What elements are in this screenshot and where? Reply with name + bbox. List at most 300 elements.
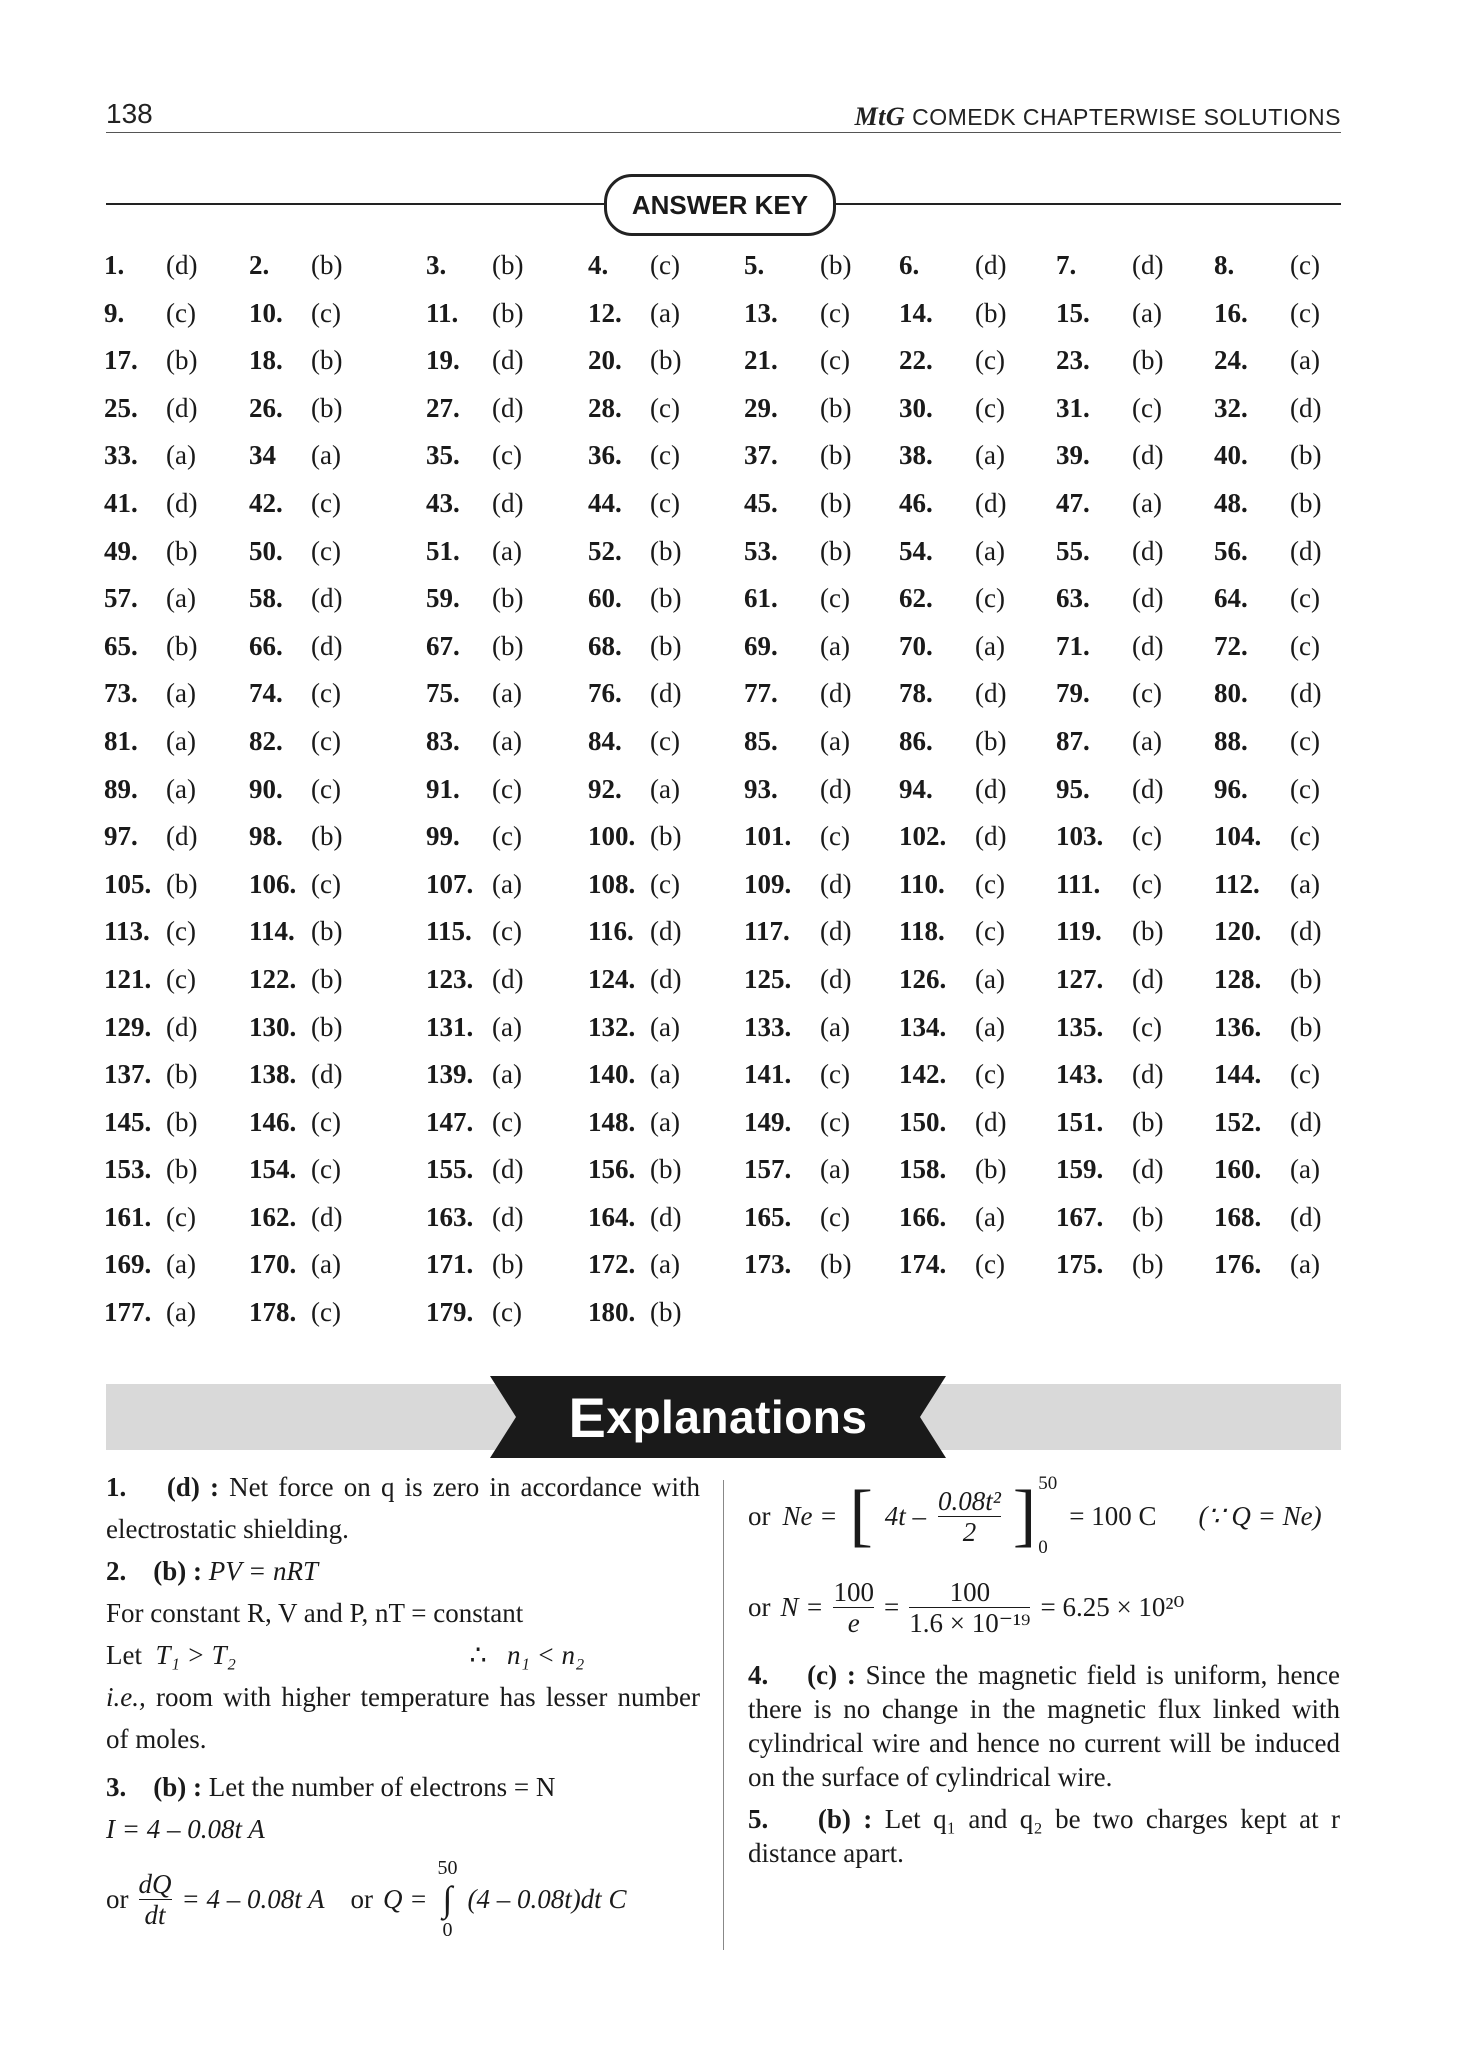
answer-option: (c) bbox=[820, 1059, 850, 1090]
answer-number: 73. bbox=[104, 678, 138, 709]
answer-number: 28. bbox=[588, 392, 622, 423]
answer-option: (b) bbox=[650, 630, 682, 661]
answer-cell bbox=[104, 1011, 198, 1043]
answer-option: (c) bbox=[311, 297, 341, 328]
answer-cell bbox=[249, 487, 341, 519]
answer-option: (b) bbox=[820, 1249, 852, 1280]
answer-row bbox=[104, 488, 1344, 536]
answer-option: (d) bbox=[1132, 440, 1164, 471]
answer-number: 16. bbox=[1214, 297, 1248, 328]
derivative-rhs: = 4 – 0.08t A bbox=[181, 1884, 325, 1914]
answer-cell bbox=[426, 963, 524, 995]
answer-number: 11. bbox=[426, 297, 459, 328]
answer-option: (d) bbox=[820, 963, 852, 994]
answer-cell bbox=[1056, 1106, 1164, 1138]
answer-option: (c) bbox=[820, 821, 850, 852]
answer-number: 48. bbox=[1214, 487, 1248, 518]
ne-symbol: Ne = bbox=[782, 1501, 838, 1531]
answer-option: (b) bbox=[650, 821, 682, 852]
answer-number: 56. bbox=[1214, 535, 1248, 566]
answer-option: (a) bbox=[166, 773, 196, 804]
answer-cell bbox=[1056, 821, 1162, 852]
answer-option: (c) bbox=[311, 487, 341, 518]
answer-number: 40. bbox=[1214, 440, 1248, 471]
answer-number: 165. bbox=[744, 1201, 792, 1232]
answer-number: 66. bbox=[249, 630, 283, 661]
answer-number: 61. bbox=[744, 583, 778, 614]
answer-number: 85. bbox=[744, 725, 778, 756]
answer-number: 171. bbox=[426, 1249, 474, 1280]
answer-cell bbox=[744, 535, 852, 567]
question-number: 1. bbox=[106, 1472, 127, 1502]
answer-cell bbox=[588, 440, 680, 471]
answer-cell bbox=[249, 630, 343, 662]
answer-option: (d) bbox=[650, 916, 682, 947]
answer-number: 89. bbox=[104, 773, 138, 804]
explanations-title-initial: E bbox=[568, 1385, 607, 1449]
answer-cell bbox=[744, 1059, 850, 1090]
answer-cell bbox=[426, 250, 524, 281]
answer-option: (b) bbox=[975, 297, 1007, 328]
answer-cell bbox=[104, 725, 196, 757]
answer-number: 30. bbox=[899, 392, 933, 423]
lower-limit: 0 bbox=[1038, 1537, 1048, 1558]
answer-option: (b) bbox=[820, 535, 852, 566]
answer-cell bbox=[899, 487, 1007, 519]
answer-option: (a) bbox=[166, 1297, 196, 1328]
answer-cell bbox=[1056, 868, 1162, 900]
answer-cell bbox=[104, 487, 198, 519]
answer-cell bbox=[899, 535, 1005, 567]
answer-number: 134. bbox=[899, 1011, 947, 1042]
answer-number: 120. bbox=[1214, 916, 1262, 947]
answer-option: (b) bbox=[650, 535, 682, 566]
answer-cell bbox=[899, 345, 1005, 376]
answer-option: (c) bbox=[311, 868, 341, 899]
answer-option: (c) bbox=[1290, 821, 1320, 852]
answer-option: (a) bbox=[166, 440, 196, 471]
explanation-text: Net force on q is zero in accordance with electrostatic shielding. bbox=[106, 1472, 701, 1544]
answer-option: (a) bbox=[820, 630, 850, 661]
answer-cell bbox=[104, 916, 196, 947]
right-bracket: ] bbox=[1012, 1477, 1037, 1554]
answer-number: 82. bbox=[249, 725, 283, 756]
answer-option: (a) bbox=[650, 1059, 680, 1090]
answer-number: 29. bbox=[744, 392, 778, 423]
answer-number: 86. bbox=[899, 725, 933, 756]
answer-option: (d) bbox=[820, 773, 852, 804]
answer-number: 84. bbox=[588, 725, 622, 756]
answer-number: 58. bbox=[249, 583, 283, 614]
answer-number: 173. bbox=[744, 1249, 792, 1280]
answer-number: 70. bbox=[899, 630, 933, 661]
answer-cell bbox=[1214, 1059, 1320, 1090]
answer-number: 67. bbox=[426, 630, 460, 661]
answer-number: 100. bbox=[588, 821, 636, 852]
answer-number: 10. bbox=[249, 297, 283, 328]
answer-option: (b) bbox=[166, 1106, 198, 1137]
equals: = bbox=[883, 1592, 900, 1622]
answer-number: 101. bbox=[744, 821, 792, 852]
answer-option: (c) bbox=[650, 725, 680, 756]
answer-row bbox=[104, 1107, 1344, 1155]
denominator: 2 bbox=[962, 1516, 977, 1547]
answer-cell bbox=[1214, 1249, 1320, 1280]
answer-option: (a) bbox=[1290, 345, 1320, 376]
answer-number: 14. bbox=[899, 297, 933, 328]
answer-cell bbox=[104, 297, 196, 329]
answer-cell bbox=[1056, 963, 1164, 995]
answer-number: 169. bbox=[104, 1249, 152, 1280]
answer-number: 153. bbox=[104, 1154, 152, 1185]
answer-option: (b) bbox=[820, 440, 852, 471]
answer-cell bbox=[104, 630, 198, 662]
answer-cell bbox=[104, 1249, 196, 1280]
answer-option: (c) bbox=[975, 916, 1005, 947]
answer-option: (d) bbox=[492, 345, 524, 376]
answer-number: 50. bbox=[249, 535, 283, 566]
answer-cell bbox=[744, 678, 852, 709]
answer-option: (c) bbox=[1290, 583, 1320, 614]
answer-option: (d) bbox=[166, 392, 198, 423]
answer-key-rule-left bbox=[106, 203, 606, 205]
answer-option: (d) bbox=[166, 821, 198, 852]
answer-option: (a) bbox=[492, 535, 522, 566]
answer-option: (d) bbox=[1290, 678, 1322, 709]
answer-number: 112. bbox=[1214, 868, 1260, 899]
answer-option: (d) bbox=[820, 678, 852, 709]
answer-option: (d) bbox=[1290, 392, 1322, 423]
answer-option: (d) bbox=[820, 916, 852, 947]
answer-cell bbox=[1056, 250, 1164, 281]
answer-label: (b) : bbox=[153, 1772, 202, 1802]
answer-number: 163. bbox=[426, 1201, 474, 1232]
answer-option: (a) bbox=[166, 583, 196, 614]
answer-number: 127. bbox=[1056, 963, 1104, 994]
answer-number: 95. bbox=[1056, 773, 1090, 804]
answer-option: (d) bbox=[1290, 1106, 1322, 1137]
answer-number: 147. bbox=[426, 1106, 474, 1137]
answer-number: 138. bbox=[249, 1059, 297, 1090]
answer-number: 91. bbox=[426, 773, 460, 804]
answer-number: 164. bbox=[588, 1201, 636, 1232]
denominator: 1.6 × 10⁻¹⁹ bbox=[909, 1607, 1031, 1638]
answer-option: (c) bbox=[1290, 1059, 1320, 1090]
answer-number: 83. bbox=[426, 725, 460, 756]
answer-number: 119. bbox=[1056, 916, 1102, 947]
integrand: (4 – 0.08t)dt C bbox=[467, 1884, 627, 1914]
answer-number: 8. bbox=[1214, 250, 1235, 280]
answer-number: 31. bbox=[1056, 392, 1090, 423]
answer-number: 79. bbox=[1056, 678, 1090, 709]
answer-cell bbox=[899, 773, 1007, 805]
answer-label: (b) : bbox=[817, 1804, 873, 1834]
n-symbol: N = bbox=[780, 1592, 824, 1622]
answer-number: 25. bbox=[104, 392, 138, 423]
answer-option: (d) bbox=[166, 487, 198, 518]
answer-option: (a) bbox=[820, 1154, 850, 1185]
answer-option: (d) bbox=[1132, 963, 1164, 994]
answer-option: (b) bbox=[650, 1297, 682, 1328]
answer-cell bbox=[744, 916, 852, 947]
answer-number: 175. bbox=[1056, 1249, 1104, 1280]
answer-number: 7. bbox=[1056, 250, 1077, 280]
answer-cell bbox=[249, 250, 343, 281]
therefore-symbol: ∴ bbox=[469, 1640, 487, 1670]
answer-cell bbox=[1214, 868, 1320, 900]
answer-cell bbox=[249, 963, 343, 995]
answer-cell bbox=[104, 678, 196, 709]
answer-cell bbox=[1214, 440, 1322, 471]
answer-key-rule-right bbox=[830, 203, 1341, 205]
denominator: e bbox=[847, 1607, 860, 1638]
answer-option: (b) bbox=[492, 583, 524, 614]
answer-number: 141. bbox=[744, 1059, 792, 1090]
answer-cell bbox=[1056, 297, 1162, 329]
answer-option: (b) bbox=[166, 1059, 198, 1090]
answer-option: (d) bbox=[166, 1011, 198, 1042]
answer-option: (b) bbox=[311, 345, 343, 376]
answer-option: (d) bbox=[650, 678, 682, 709]
answer-number: 77. bbox=[744, 678, 778, 709]
answer-number: 99. bbox=[426, 821, 460, 852]
answer-option: (a) bbox=[1132, 297, 1162, 328]
answer-number: 26. bbox=[249, 392, 283, 423]
answer-number: 97. bbox=[104, 821, 138, 852]
ie: i.e., bbox=[106, 1682, 146, 1712]
answer-cell bbox=[588, 773, 680, 805]
answer-option: (d) bbox=[1290, 1201, 1322, 1232]
answer-cell bbox=[744, 1249, 852, 1280]
answer-number: 135. bbox=[1056, 1011, 1104, 1042]
answer-option: (b) bbox=[492, 297, 524, 328]
answer-cell bbox=[1056, 487, 1162, 519]
answer-option: (d) bbox=[1132, 535, 1164, 566]
answer-number: 142. bbox=[899, 1059, 947, 1090]
conclusion-text: room with higher temperature has lesser number of moles. bbox=[106, 1682, 700, 1754]
answer-cell bbox=[588, 535, 682, 567]
answer-option: (c) bbox=[492, 916, 522, 947]
answer-option: (a) bbox=[492, 1011, 522, 1042]
answer-cell bbox=[1056, 1249, 1164, 1280]
answer-option: (b) bbox=[166, 630, 198, 661]
answer-cell bbox=[899, 583, 1005, 614]
answer-number: 27. bbox=[426, 392, 460, 423]
answer-number: 166. bbox=[899, 1201, 947, 1232]
answer-row bbox=[104, 1202, 1344, 1250]
answer-number: 109. bbox=[744, 868, 792, 899]
answer-cell bbox=[588, 583, 682, 614]
answer-option: (b) bbox=[975, 725, 1007, 756]
answer-number: 55. bbox=[1056, 535, 1090, 566]
answer-cell bbox=[1056, 345, 1164, 376]
bracket-term: 4t – bbox=[884, 1501, 927, 1531]
answer-cell bbox=[249, 1154, 341, 1185]
answer-number: 72. bbox=[1214, 630, 1248, 661]
answer-row bbox=[104, 916, 1344, 964]
answer-cell bbox=[1214, 821, 1320, 852]
answer-option: (b) bbox=[1132, 345, 1164, 376]
answer-cell bbox=[899, 1249, 1005, 1280]
question-number: 3. bbox=[106, 1772, 127, 1802]
answer-option: (a) bbox=[650, 1106, 680, 1137]
answer-cell bbox=[744, 821, 850, 852]
answer-option: (c) bbox=[820, 345, 850, 376]
answer-cell bbox=[426, 1249, 524, 1280]
answer-cell bbox=[899, 250, 1007, 281]
answer-number: 110. bbox=[899, 868, 945, 899]
answer-number: 143. bbox=[1056, 1059, 1104, 1090]
answer-option: (b) bbox=[820, 487, 852, 518]
answer-number: 180. bbox=[588, 1297, 636, 1328]
answer-number: 69. bbox=[744, 630, 778, 661]
answer-option: (c) bbox=[1132, 678, 1162, 709]
explanation-3-current: I = 4 – 0.08t A bbox=[106, 1814, 265, 1844]
answer-number: 122. bbox=[249, 963, 297, 994]
answer-number: 57. bbox=[104, 583, 138, 614]
answer-option: (c) bbox=[820, 583, 850, 614]
answer-cell bbox=[426, 1201, 524, 1233]
answer-option: (a) bbox=[650, 1011, 680, 1042]
answer-cell bbox=[744, 345, 850, 376]
answer-option: (d) bbox=[1132, 1154, 1164, 1185]
answer-cell bbox=[744, 392, 852, 424]
answer-cell bbox=[249, 916, 343, 947]
answer-option: (c) bbox=[650, 392, 680, 423]
answer-cell bbox=[588, 1154, 682, 1185]
derivative-fraction bbox=[139, 1869, 172, 1930]
answer-option: (a) bbox=[975, 535, 1005, 566]
explanations-title-rest: xplanations bbox=[606, 1391, 868, 1443]
answer-number: 68. bbox=[588, 630, 622, 661]
answer-number: 44. bbox=[588, 487, 622, 518]
answer-row bbox=[104, 345, 1344, 393]
answer-cell bbox=[1214, 1011, 1322, 1043]
question-number: 4. bbox=[748, 1660, 769, 1690]
answer-number: 38. bbox=[899, 440, 933, 471]
explanation-text: Let the number of electrons = N bbox=[208, 1772, 556, 1802]
answer-option: (d) bbox=[1290, 916, 1322, 947]
answer-number: 124. bbox=[588, 963, 636, 994]
fraction-c bbox=[909, 1577, 1030, 1638]
answer-number: 123. bbox=[426, 963, 474, 994]
answer-option: (b) bbox=[1132, 916, 1164, 947]
answer-number: 12. bbox=[588, 297, 622, 328]
answer-number: 74. bbox=[249, 678, 283, 709]
answer-number: 116. bbox=[588, 916, 634, 947]
answer-option: (a) bbox=[1290, 868, 1320, 899]
answer-number: 2. bbox=[249, 250, 270, 280]
answer-option: (c) bbox=[650, 868, 680, 899]
answer-cell bbox=[1214, 1106, 1322, 1138]
answer-option: (d) bbox=[975, 821, 1007, 852]
answer-cell bbox=[249, 583, 343, 614]
answer-cell bbox=[104, 1297, 196, 1328]
explanations-title bbox=[480, 1376, 956, 1458]
answer-number: 32. bbox=[1214, 392, 1248, 423]
answer-option: (b) bbox=[1132, 1249, 1164, 1280]
answer-cell bbox=[899, 725, 1007, 757]
answer-cell bbox=[1214, 583, 1320, 614]
answer-cell bbox=[249, 773, 341, 805]
answer-option: (d) bbox=[1132, 1059, 1164, 1090]
explanation-4 bbox=[748, 1658, 1340, 1794]
answer-number: 148. bbox=[588, 1106, 636, 1137]
answer-cell bbox=[1056, 630, 1164, 662]
answer-option: (b) bbox=[820, 392, 852, 423]
answer-cell bbox=[426, 583, 524, 614]
answer-option: (c) bbox=[1132, 1011, 1162, 1042]
answer-option: (c) bbox=[311, 535, 341, 566]
answer-option: (a) bbox=[492, 678, 522, 709]
answer-option: (d) bbox=[1132, 583, 1164, 614]
answer-cell bbox=[588, 678, 682, 709]
answer-label: (c) : bbox=[807, 1660, 856, 1690]
answer-number: 152. bbox=[1214, 1106, 1262, 1137]
explanation-1 bbox=[106, 1466, 700, 1550]
answer-number: 113. bbox=[104, 916, 150, 947]
answer-cell bbox=[1214, 678, 1322, 709]
answer-cell bbox=[588, 630, 682, 662]
explanation-2-condition bbox=[106, 1634, 700, 1676]
answer-cell bbox=[1056, 535, 1164, 567]
answer-option: (a) bbox=[1290, 1154, 1320, 1185]
answer-cell bbox=[1214, 963, 1322, 995]
answer-cell bbox=[899, 1059, 1005, 1090]
fraction-a bbox=[938, 1486, 1001, 1547]
answer-cell bbox=[588, 1297, 682, 1328]
answer-option: (b) bbox=[311, 392, 343, 423]
answer-option: (b) bbox=[311, 250, 343, 280]
answer-option: (d) bbox=[975, 250, 1007, 280]
answer-option: (b) bbox=[166, 345, 198, 376]
answer-option: (a) bbox=[166, 725, 196, 756]
answer-row bbox=[104, 393, 1344, 441]
answer-option: (a) bbox=[492, 725, 522, 756]
answer-option: (b) bbox=[975, 1154, 1007, 1185]
answer-option: (a) bbox=[650, 773, 680, 804]
answer-option: (b) bbox=[1290, 487, 1322, 518]
answer-number: 118. bbox=[899, 916, 945, 947]
answer-option: (c) bbox=[311, 1297, 341, 1328]
answer-option: (d) bbox=[1132, 250, 1164, 280]
answer-cell bbox=[104, 1154, 198, 1185]
answer-number: 178. bbox=[249, 1297, 297, 1328]
answer-label: (b) : bbox=[153, 1556, 202, 1586]
answer-number: 140. bbox=[588, 1059, 636, 1090]
answer-option: (a) bbox=[650, 297, 680, 328]
answer-cell bbox=[588, 1059, 680, 1090]
answer-cell bbox=[1214, 250, 1320, 281]
answer-number: 53. bbox=[744, 535, 778, 566]
answer-row bbox=[104, 1297, 1344, 1345]
answer-number: 106. bbox=[249, 868, 297, 899]
answer-cell bbox=[899, 868, 1005, 900]
answer-cell bbox=[249, 678, 341, 709]
answer-cell bbox=[1214, 487, 1322, 519]
answer-number: 63. bbox=[1056, 583, 1090, 614]
answer-cell bbox=[899, 821, 1007, 852]
answer-number: 107. bbox=[426, 868, 474, 899]
answer-number: 108. bbox=[588, 868, 636, 899]
answer-number: 51. bbox=[426, 535, 460, 566]
explanation-3-equation bbox=[106, 1856, 700, 1942]
answer-number: 13. bbox=[744, 297, 778, 328]
answer-number: 76. bbox=[588, 678, 622, 709]
answer-row bbox=[104, 250, 1344, 298]
answer-cell bbox=[249, 440, 341, 471]
answer-cell bbox=[426, 1106, 522, 1138]
